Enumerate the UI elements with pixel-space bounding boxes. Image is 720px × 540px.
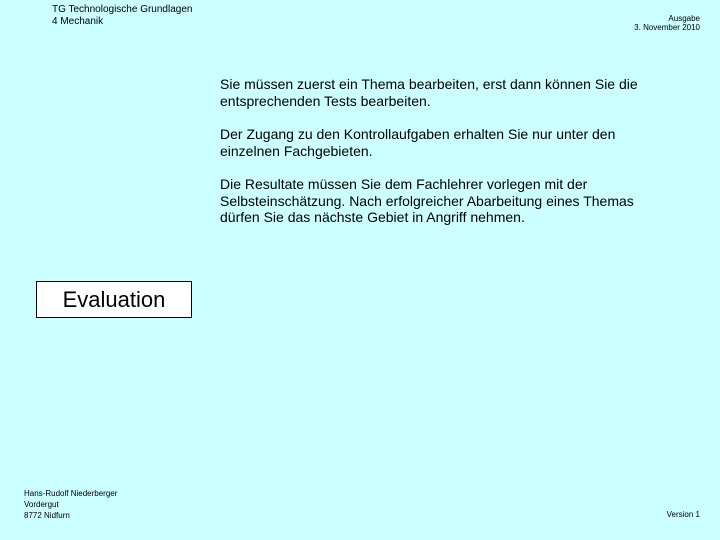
course-title: TG Technologische Grundlagen bbox=[52, 4, 193, 15]
document-header bbox=[52, 4, 192, 28]
author-name: Hans-Rudolf Niederberger bbox=[24, 489, 118, 498]
edition-info bbox=[634, 14, 700, 32]
author-street: Vordergut bbox=[24, 500, 59, 509]
version-label: Version 1 bbox=[666, 510, 700, 519]
edition-date: 3. November 2010 bbox=[634, 23, 700, 32]
instructions-text bbox=[220, 76, 660, 243]
chapter-title: 4 Mechanik bbox=[52, 16, 104, 27]
author-city: 8772 Nidfurn bbox=[24, 511, 70, 520]
evaluation-button-label: Evaluation bbox=[62, 286, 166, 312]
author-address bbox=[24, 488, 117, 521]
instruction-paragraph: Die Resultate müssen Sie dem Fachlehrer vorlegen mit der Selbsteinschätzung. Nach erfolgreicher Abarbeitung eines Themas dürfen Sie das nächste Gebiet in Angriff nehmen. bbox=[220, 176, 634, 225]
evaluation-button[interactable] bbox=[36, 281, 192, 318]
edition-label: Ausgabe bbox=[668, 14, 700, 23]
instruction-paragraph: Sie müssen zuerst ein Thema bearbeiten, erst dann können Sie die entsprechenden Tests bearbeiten. bbox=[220, 76, 638, 109]
instruction-paragraph: Der Zugang zu den Kontrollaufgaben erhalten Sie nur unter den einzelnen Fachgebieten. bbox=[220, 126, 616, 159]
